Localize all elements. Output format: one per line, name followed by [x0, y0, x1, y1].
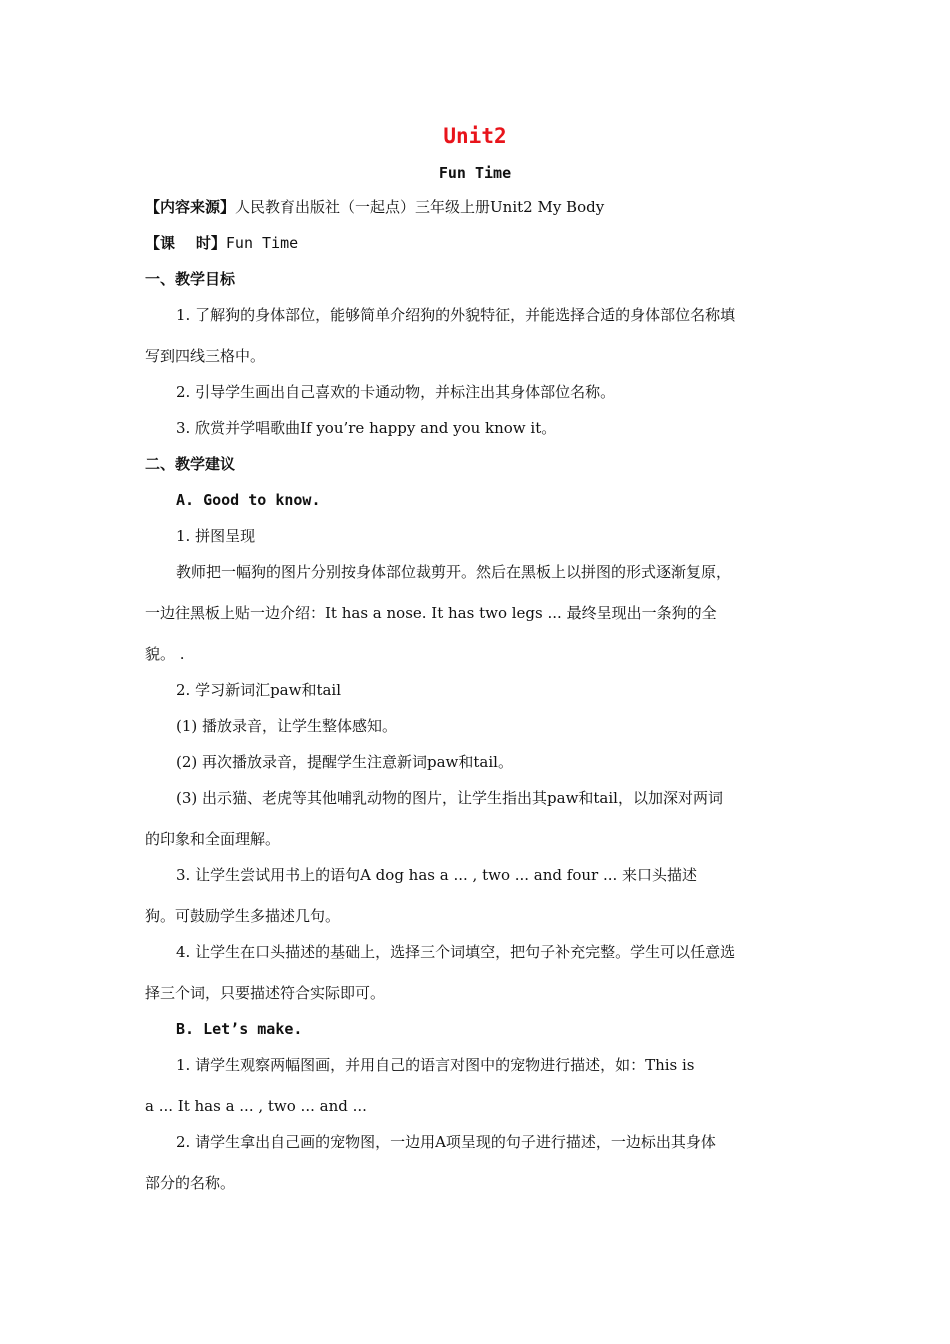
period-label: 【课 时】 [145, 234, 226, 252]
source-line [145, 197, 604, 217]
source-label: 【内容来源】 [145, 198, 236, 216]
a2-title: 2. 学习新词汇paw和tail [176, 681, 342, 699]
b2-line1: 2. 请学生拿出自己画的宠物图，一边用A项呈现的句子进行描述，一边标出其身体 [176, 1133, 716, 1151]
document-title: Unit2 [443, 124, 507, 148]
a2-step1: (1) 播放录音，让学生整体感知。 [176, 717, 398, 735]
a4-line1: 4. 让学生在口头描述的基础上，选择三个词填空，把句子补充完整。学生可以任意选 [176, 943, 736, 961]
b1-line1: 1. 请学生观察两幅图画，并用自己的语言对图中的宠物进行描述，如：This is [176, 1056, 695, 1074]
a4-line2: 择三个词，只要描述符合实际即可。 [145, 984, 386, 1002]
a1-para-line1: 教师把一幅狗的图片分别按身体部位裁剪开。然后在黑板上以拼图的形式逐渐复原， [176, 563, 732, 581]
a3-line2: 狗。可鼓励学生多描述几句。 [145, 907, 341, 925]
period-line [145, 233, 298, 253]
document-subtitle: Fun Time [438, 164, 512, 182]
section1-heading: 一、教学目标 [145, 270, 236, 288]
partA-heading: A. Good to know. [176, 491, 321, 509]
goal1-line2: 写到四线三格中。 [145, 347, 266, 365]
goal2: 2. 引导学生画出自己喜欢的卡通动物，并标注出其身体部位名称。 [176, 383, 616, 401]
a2-step2: (2) 再次播放录音，提醒学生注意新词paw和tail。 [176, 753, 513, 771]
partB-heading: B. Let’s make. [176, 1020, 303, 1038]
section2-heading: 二、教学建议 [145, 455, 236, 473]
a3-line1: 3. 让学生尝试用书上的语句A dog has a ... , two ... and four ... 来口头描述 [176, 866, 698, 884]
a1-para-line3: 貌。 . [145, 645, 185, 663]
b1-line2: a ... It has a ... , two ... and ... [145, 1097, 367, 1115]
period-text: Fun Time [225, 234, 299, 252]
b2-line2: 部分的名称。 [145, 1174, 236, 1192]
a2-step3-line2: 的印象和全面理解。 [145, 830, 281, 848]
goal1-line1: 1. 了解狗的身体部位，能够简单介绍狗的外貌特征，并能选择合适的身体部位名称填 [176, 306, 736, 324]
a1-title: 1. 拼图呈现 [176, 527, 256, 545]
a1-para-line2: 一边往黑板上贴一边介绍：It has a nose. It has two legs ... 最终呈现出一条狗的全 [145, 604, 717, 622]
goal3: 3. 欣赏并学唱歌曲If you’re happy and you know it。 [176, 419, 557, 437]
a2-step3-line1: (3) 出示猫、老虎等其他哺乳动物的图片，让学生指出其paw和tail，以加深对两词 [176, 789, 723, 807]
source-text: 人民教育出版社（一起点）三年级上册Unit2 My Body [235, 198, 605, 216]
